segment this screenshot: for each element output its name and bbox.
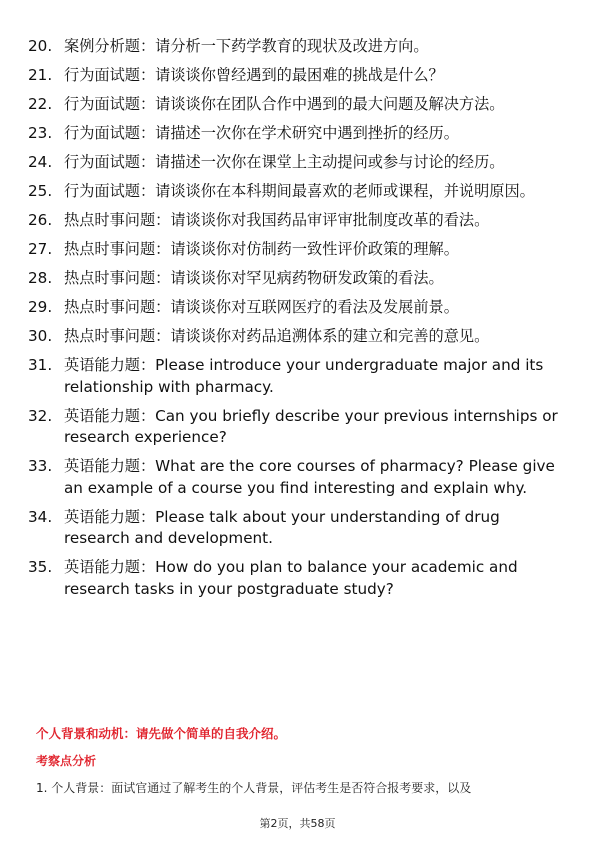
item-text: 行为面试题：请谈谈你曾经遇到的最困难的挑战是什么？ [64, 66, 444, 84]
item-text: 英语能力题：Can you briefly describe your previous internships or research experience? [64, 406, 558, 446]
item-text: 热点时事问题：请谈谈你对我国药品审评审批制度改革的看法。 [64, 211, 490, 229]
item-text: 英语能力题：How do you plan to balance your academic and research tasks in your postgraduate study? [64, 558, 518, 598]
list-item [28, 152, 568, 174]
subsection-heading: 考察点分析 [36, 754, 97, 768]
item-number: 27. [28, 240, 53, 258]
list-item [28, 355, 568, 398]
item-number: 31. [28, 356, 53, 374]
item-number: 24. [28, 153, 53, 171]
item-number: 28. [28, 269, 53, 287]
item-text: 英语能力题：Please introduce your undergraduate major and its relationship with pharmacy. [64, 356, 544, 396]
item-number: 20. [28, 37, 53, 55]
item-number: 22. [28, 95, 53, 113]
item-text: 行为面试题：请描述一次你在课堂上主动提问或参与讨论的经历。 [64, 153, 505, 171]
item-number: 21. [28, 66, 53, 84]
item-number: 25. [28, 182, 53, 200]
list-item [28, 65, 568, 87]
analysis-point: 1. 个人背景：面试官通过了解考生的个人背景，评估考生是否符合报考要求，以及 [36, 781, 472, 795]
list-item [28, 94, 568, 116]
list-item [28, 239, 568, 261]
item-number: 26. [28, 211, 53, 229]
list-item [28, 507, 568, 550]
item-number: 29. [28, 298, 53, 316]
list-item [28, 297, 568, 319]
list-item [28, 36, 568, 58]
question-list [28, 36, 568, 608]
page-footer: 第2页，共58页 [259, 817, 336, 830]
item-text: 英语能力题：Please talk about your understanding of drug research and development. [64, 507, 500, 547]
item-text: 热点时事问题：请谈谈你对药品追溯体系的建立和完善的意见。 [64, 327, 490, 345]
item-number: 35. [28, 558, 53, 576]
item-text: 热点时事问题：请谈谈你对仿制药一致性评价政策的理解。 [64, 240, 459, 258]
item-text: 英语能力题：What are the core courses of pharmacy? Please give an example of a course you find interesting and explain why. [64, 457, 555, 497]
item-number: 34. [28, 507, 53, 526]
item-text: 行为面试题：请谈谈你在团队合作中遇到的最大问题及解决方法。 [64, 95, 505, 113]
section-heading: 个人背景和动机：请先做个简单的自我介绍。 [36, 726, 287, 741]
item-number: 23. [28, 124, 53, 142]
list-item [28, 557, 568, 600]
item-number: 30. [28, 327, 53, 345]
item-number: 33. [28, 457, 53, 475]
list-item [28, 326, 568, 348]
item-text: 行为面试题：请谈谈你在本科期间最喜欢的老师或课程，并说明原因。 [64, 182, 535, 200]
list-item [28, 123, 568, 145]
item-number: 32. [28, 406, 53, 425]
list-item [28, 406, 568, 449]
item-text: 热点时事问题：请谈谈你对罕见病药物研发政策的看法。 [64, 269, 444, 287]
list-item [28, 181, 568, 203]
item-text: 行为面试题：请描述一次你在学术研究中遇到挫折的经历。 [64, 124, 459, 142]
list-item [28, 456, 568, 499]
list-item [28, 210, 568, 232]
list-item [28, 268, 568, 290]
item-text: 案例分析题：请分析一下药学教育的现状及改进方向。 [64, 37, 429, 55]
item-text: 热点时事问题：请谈谈你对互联网医疗的看法及发展前景。 [64, 298, 459, 316]
